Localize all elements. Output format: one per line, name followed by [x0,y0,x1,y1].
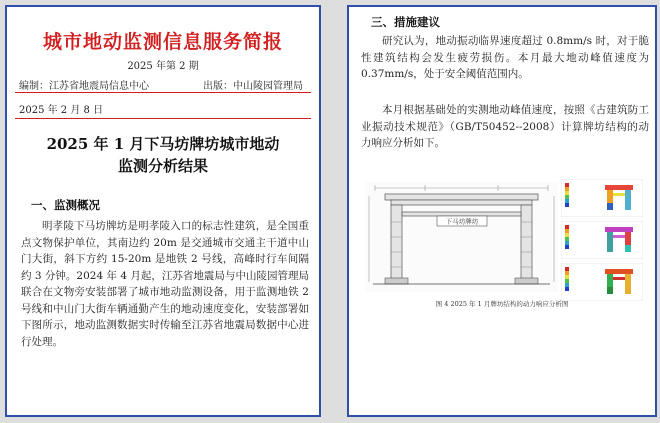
figure-caption: 图 4 2025 年 1 月牌坊结构的动力响应分析图 [435,300,569,308]
color-scale-legend-3 [565,267,569,291]
report-title-line-1: 2025 年 1 月下马坊牌坊城市地动 [46,135,280,153]
archway-structure-diagram [365,182,558,292]
bulletin-page-left [5,5,321,417]
publisher-line: 出版：中山陵园管理局 [203,81,303,92]
archway-right-pillar [521,205,532,280]
archway-plaque-text: 下马坊牌坊 [445,217,479,226]
measures-paragraph-2: 本月根据基础处的实测地动峰值速度，按照《古建筑防工业振动技术规范》（GB/T50452--2008）计算牌坊结构的动力响应分析如下。 [361,104,649,149]
archway-left-pillar [391,205,402,280]
editor-line: 编制：江苏省地震局信息中心 [19,81,149,92]
red-rule-top [15,92,311,93]
section-heading-measures: 三、措施建议 [371,15,440,29]
overview-paragraph: 明孝陵下马坊牌坊是明孝陵入口的标志性建筑，是全国重点文物保护单位，其南边约 20m 是交通城市交通主干道中山门大街，斜下方约 15-20m 是地铁 2 号线，高峰时行车间隔约 3 分钟。2024 年 4 月起，江苏省地震局与中山陵园管理局联合在文物旁安装部署了城市地动监测设备，用于监测地铁 2 号线和中山门大街车辆通勤产生的地动速度变化，安装部署如下图所示，地动监测数据实时传输至江苏省地震局数据中心进行处理。 [21,220,309,348]
color-scale-legend-2 [565,225,569,249]
dynamic-response-plot-2 [561,221,643,259]
red-rule-bottom [15,118,311,119]
archway-lintel [402,212,521,216]
measures-paragraph-1: 研究认为，地动振动临界速度超过 0.8mm/s 时，对于脆性建筑结构会发生疲劳损伤。本月最大地动峰值速度为 0.37mm/s，处于安全阈值范围内。 [361,35,649,80]
section-heading-overview: 一、监测概况 [31,198,100,212]
archway-roof [385,194,538,200]
report-title [7,133,319,177]
color-scale-legend-1 [565,183,569,207]
report-title-line-2: 监测分析结果 [117,157,208,175]
publication-date: 2025 年 2 月 8 日 [19,105,104,116]
issue-number: 2025 年第 2 期 [127,61,199,72]
bulletin-title: 城市地动监测信息服务简报 [42,31,283,53]
dynamic-response-plot-3 [561,263,643,301]
archway-beam [391,200,532,205]
bulletin-page-right [347,5,657,417]
dynamic-response-plot-1 [561,179,643,217]
